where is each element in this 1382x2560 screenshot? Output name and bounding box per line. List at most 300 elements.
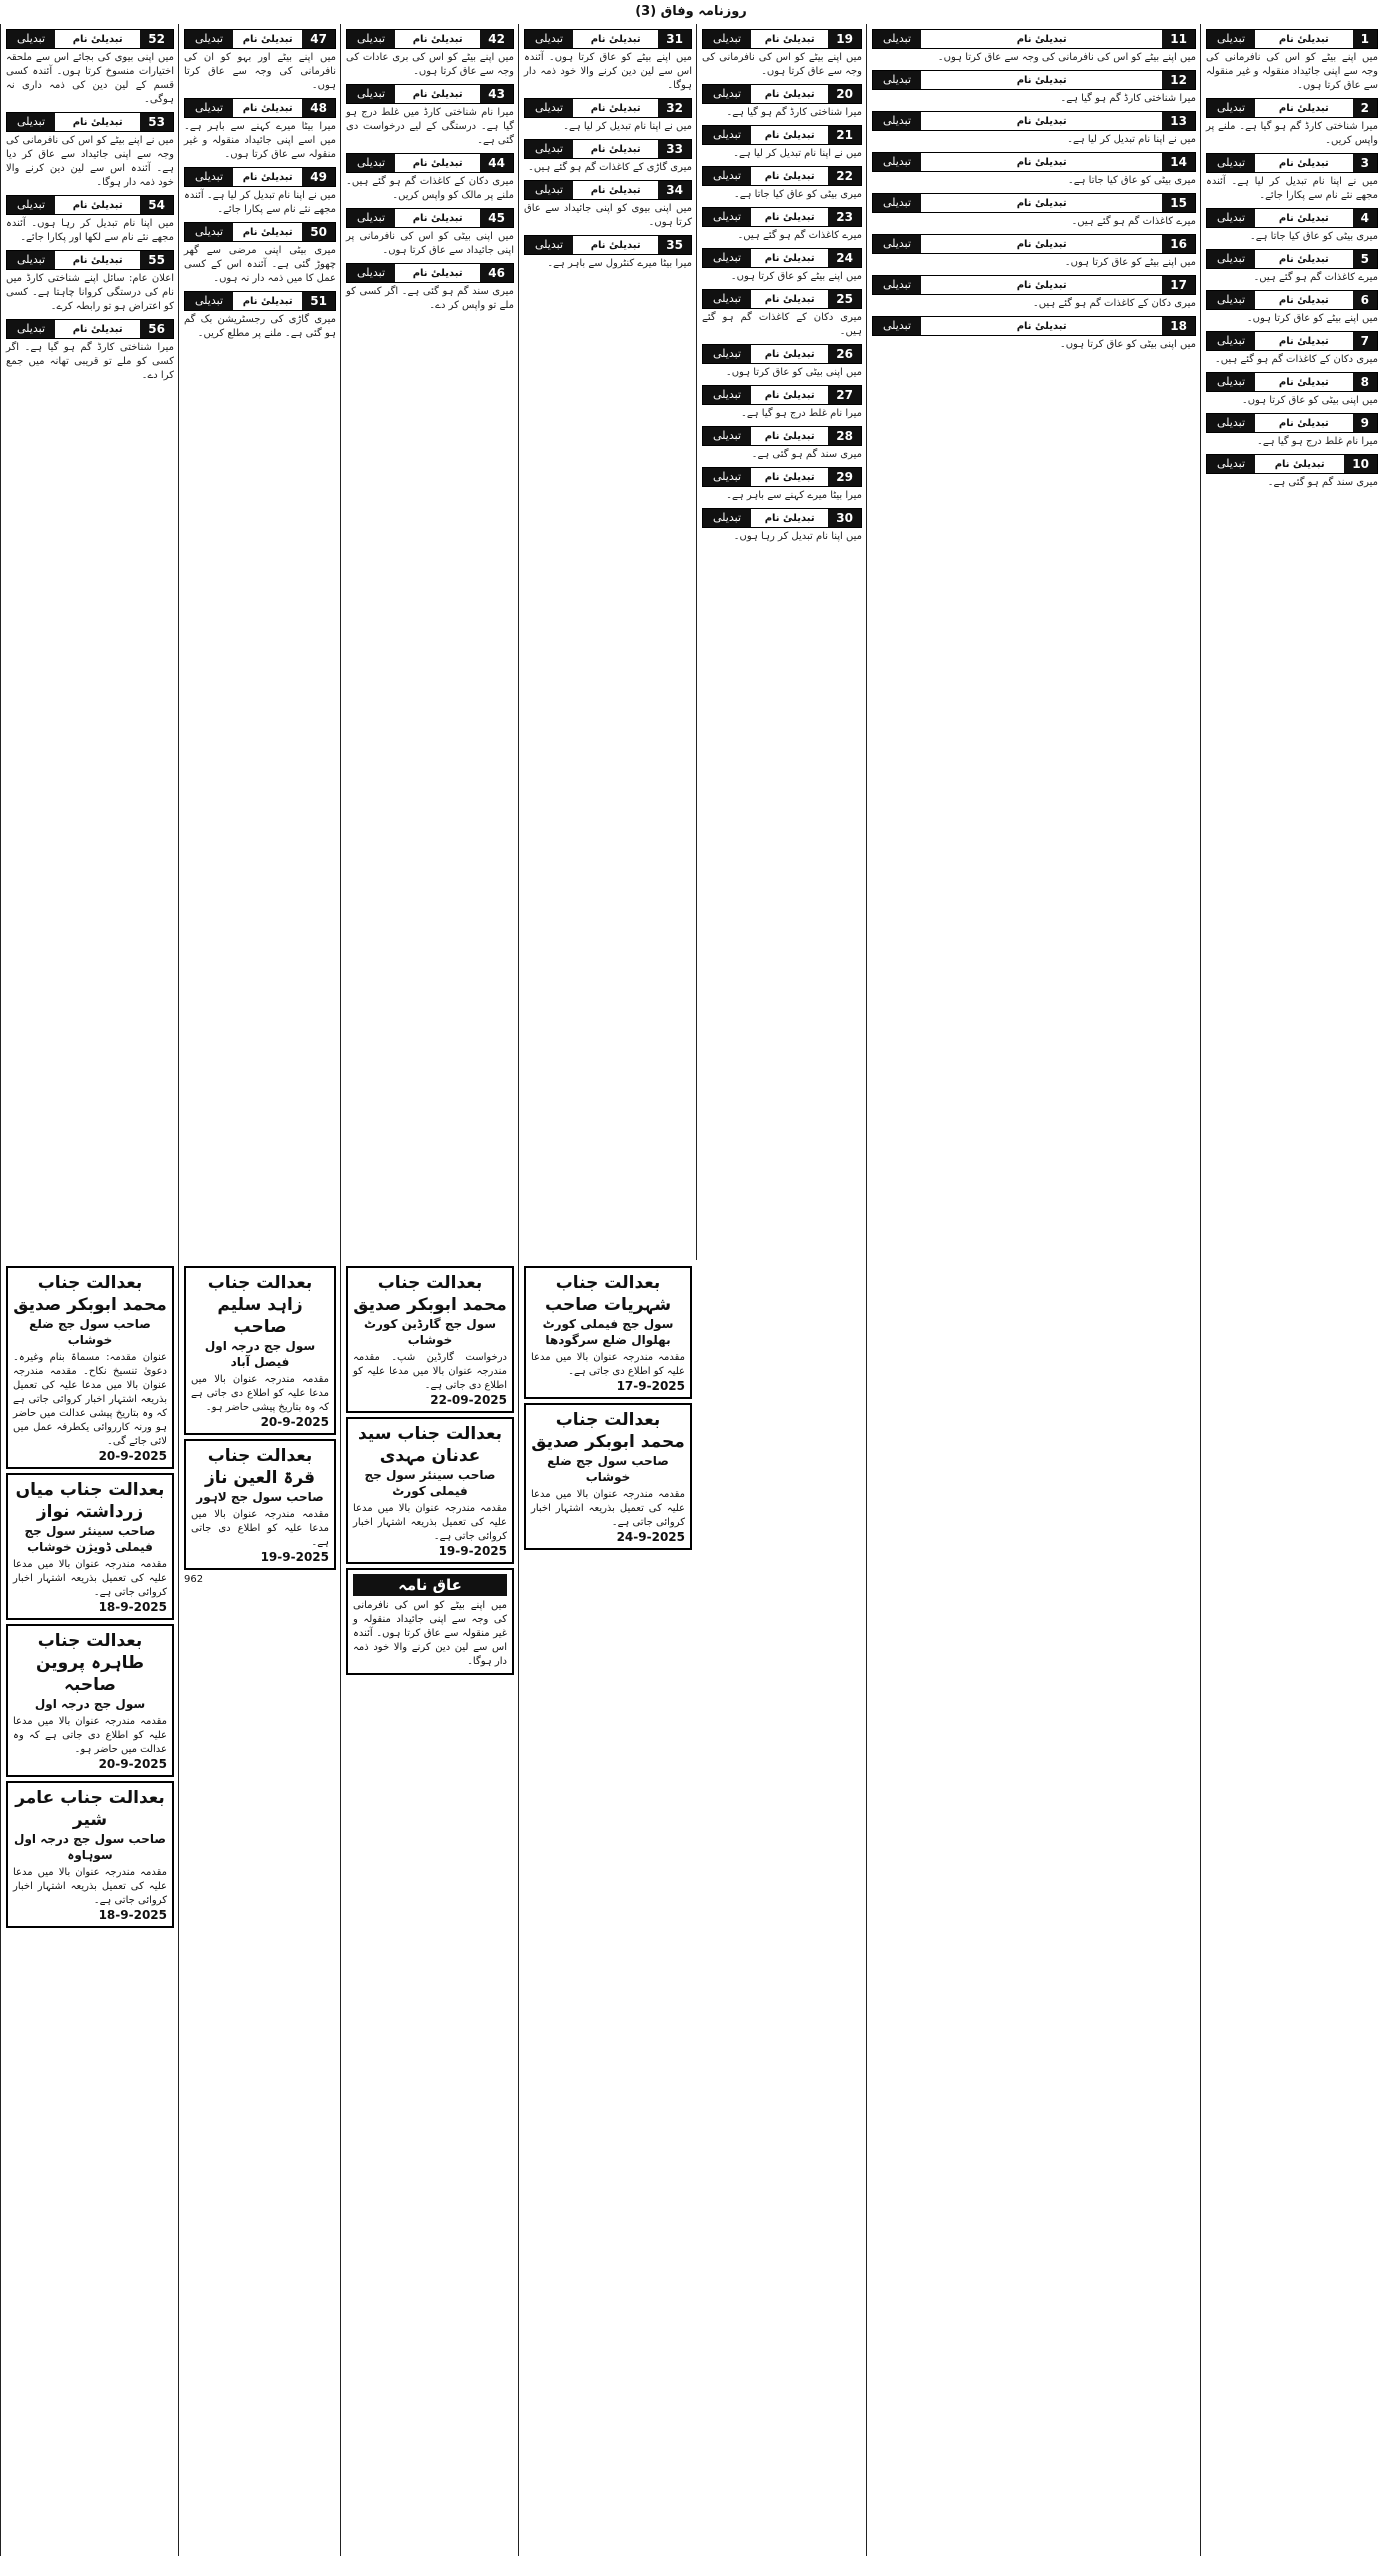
classified-text: میری گاڑی کے کاغذات گم ہو گئے ہیں۔ (528, 162, 692, 173)
classified-number: 32 (658, 99, 691, 117)
classified-text: میں نے اپنا نام تبدیل کر لیا ہے۔ آئندہ مجھے نئے نام سے پکارا جائے۔ (184, 190, 336, 215)
classified-item (702, 248, 862, 284)
classified-header (1206, 249, 1378, 269)
classified-header (1206, 153, 1378, 173)
classified-header (184, 98, 336, 118)
classified-header (1206, 454, 1378, 474)
classified-item (872, 234, 1196, 270)
classified-heading: تبدیلیٔ نام (590, 143, 641, 155)
court-body: عنوان مقدمہ: مسماۃ بنام وغیرہ۔ دعویٰ تنسیخ نکاح۔ مقدمہ مندرجہ عنوان بالا میں مدعا علیہ کی تعمیل بذریعہ اشتہار اخبار کروائی جاتی ہے کہ وہ بتاریخ پیشی عدالت میں حاضر ہو ورنہ کارروائی یکطرفہ عمل میں لائی جائے گی۔ (13, 1352, 167, 1447)
classified-item (346, 208, 514, 258)
court-notice (184, 1266, 336, 1435)
classified-tag: تبدیلی (703, 468, 751, 486)
classified-heading: تبدیلیٔ نام (764, 170, 815, 182)
classified-tag: تبدیلی (873, 194, 921, 212)
court-notice (6, 1624, 174, 1777)
court-notices-col-2 (178, 1260, 341, 2556)
classified-heading: تبدیلیٔ نام (1278, 376, 1329, 388)
classified-tag: تبدیلی (703, 249, 751, 267)
classified-header (702, 207, 862, 227)
classified-item (346, 263, 514, 313)
classified-tag: تبدیلی (7, 30, 55, 48)
classified-number: 55 (140, 251, 173, 269)
classified-heading: تبدیلیٔ نام (1278, 294, 1329, 306)
classified-header (346, 208, 514, 228)
classified-tag: تبدیلی (525, 30, 573, 48)
page-title: روزنامہ وفاق (3) (635, 4, 747, 19)
classified-header (1206, 331, 1378, 351)
court-notice (524, 1403, 692, 1550)
court-notice (6, 1266, 174, 1469)
classified-text: میری بیٹی کو عاق کیا جاتا ہے۔ (1249, 231, 1378, 242)
classified-text: میں نے اپنا نام تبدیل کر لیا ہے۔ (563, 121, 692, 132)
classified-tag: تبدیلی (1207, 373, 1255, 391)
classified-item (6, 29, 174, 107)
classified-header (1206, 372, 1378, 392)
classified-item (872, 193, 1196, 229)
classified-header (524, 29, 692, 49)
court-notice (6, 1781, 174, 1928)
classified-number: 12 (1162, 71, 1195, 89)
classified-text: میرے کاغذات گم ہو گئے ہیں۔ (1071, 216, 1196, 227)
classified-heading: تبدیلیٔ نام (242, 226, 293, 238)
classified-text: میں اپنے بیٹے کو عاق کرتا ہوں۔ (1246, 313, 1378, 324)
classified-heading: تبدیلیٔ نام (412, 157, 463, 169)
classified-text: میرا شناختی کارڈ گم ہو گیا ہے۔ ملنے پر واپس کریں۔ (1206, 121, 1378, 146)
classified-heading: تبدیلیٔ نام (72, 199, 123, 211)
court-title: بعدالت جناب شہریات صاحب (544, 1273, 672, 1315)
classified-number: 6 (1353, 291, 1377, 309)
classified-heading: تبدیلیٔ نام (764, 88, 815, 100)
classified-tag: تبدیلی (347, 30, 395, 48)
classified-text: میرا بیٹا میرے کہنے سے باہر ہے۔ (726, 490, 862, 501)
classified-heading: تبدیلیٔ نام (242, 102, 293, 114)
classified-header (872, 152, 1196, 172)
classified-number: 16 (1162, 235, 1195, 253)
classified-number: 53 (140, 113, 173, 131)
classified-number: 4 (1353, 209, 1377, 227)
classified-number: 27 (828, 386, 861, 404)
classified-header (702, 166, 862, 186)
classified-tag: تبدیلی (525, 181, 573, 199)
classified-header (524, 139, 692, 159)
classified-header (184, 167, 336, 187)
classified-number: 44 (480, 154, 513, 172)
court-body: مقدمہ مندرجہ عنوان بالا میں مدعا علیہ کو اطلاع دی جاتی ہے۔ (191, 1509, 329, 1548)
court-subtitle: صاحب سول جج لاہور (196, 1490, 324, 1504)
classified-text: میں اپنے بیٹے کو عاق کرتا ہوں۔ (730, 271, 862, 282)
classified-header (702, 344, 862, 364)
classified-number: 20 (828, 85, 861, 103)
classified-heading: تبدیلیٔ نام (764, 293, 815, 305)
classified-item (702, 289, 862, 339)
court-notice (184, 1439, 336, 1570)
classified-header (524, 98, 692, 118)
classified-number: 8 (1353, 373, 1377, 391)
court-date: 17-9-2025 (616, 1379, 685, 1393)
classified-item (6, 250, 174, 314)
classified-text: میرا شناختی کارڈ گم ہو گیا ہے۔ (1060, 93, 1196, 104)
court-date: 20-9-2025 (98, 1757, 167, 1771)
classified-heading: تبدیلیٔ نام (412, 33, 463, 45)
classified-heading: تبدیلیٔ نام (1278, 33, 1329, 45)
court-date: 19-9-2025 (260, 1550, 329, 1564)
classified-tag: تبدیلی (1207, 30, 1255, 48)
classified-heading: تبدیلیٔ نام (764, 33, 815, 45)
classified-item (346, 153, 514, 203)
classified-tag: تبدیلی (525, 140, 573, 158)
classified-item (702, 29, 862, 79)
classified-number: 7 (1353, 332, 1377, 350)
classified-number: 35 (658, 236, 691, 254)
classified-text: میری سند گم ہو گئی ہے۔ (751, 449, 862, 460)
classified-tag: تبدیلی (7, 113, 55, 131)
classified-text: اعلان عام: سائل اپنے شناختی کارڈ میں نام کی درستگی کروانا چاہتا ہے۔ کسی کو اعتراض ہو تو رابطہ کرے۔ (6, 273, 174, 312)
classified-heading: تبدیلیٔ نام (1278, 253, 1329, 265)
classified-tag: تبدیلی (703, 345, 751, 363)
court-notices-col-4 (518, 1260, 697, 2556)
classified-text: میرا نام شناختی کارڈ میں غلط درج ہو گیا ہے۔ درستگی کے لیے درخواست دی گئی ہے۔ (346, 107, 514, 146)
classified-number: 24 (828, 249, 861, 267)
classified-text: میرا شناختی کارڈ گم ہو گیا ہے۔ (726, 107, 862, 118)
classified-header (702, 125, 862, 145)
classified-tag: تبدیلی (703, 427, 751, 445)
classified-tag: تبدیلی (347, 209, 395, 227)
court-title: بعدالت جناب محمد ابوبکر صدیق (531, 1410, 685, 1452)
classified-item (1206, 208, 1378, 244)
court-subtitle: سول جج درجہ اول فیصل آباد (204, 1339, 316, 1369)
classified-header (346, 263, 514, 283)
column-6 (866, 24, 1201, 2556)
classified-item (184, 222, 336, 286)
classified-number: 13 (1162, 112, 1195, 130)
classified-header (6, 319, 174, 339)
column-7 (1200, 24, 1382, 2556)
classified-text: میری دکان کے کاغذات گم ہو گئے ہیں۔ (1032, 298, 1196, 309)
classified-header (702, 467, 862, 487)
classified-text: میری سند گم ہو گئی ہے۔ اگر کسی کو ملے تو واپس کر دے۔ (346, 286, 514, 311)
classified-tag: تبدیلی (185, 223, 233, 241)
classified-number: 29 (828, 468, 861, 486)
classified-heading: تبدیلیٔ نام (1016, 74, 1067, 86)
classified-tag: تبدیلی (7, 196, 55, 214)
classified-number: 18 (1162, 317, 1195, 335)
classified-header (702, 385, 862, 405)
classified-text: میں اپنے بیٹے کو عاق کرتا ہوں۔ آئندہ اس سے لین دین کرنے والا خود ذمہ دار ہوگا۔ (524, 52, 692, 91)
classified-header (346, 29, 514, 49)
classified-tag: تبدیلی (1207, 332, 1255, 350)
classified-item (1206, 153, 1378, 203)
classified-heading: تبدیلیٔ نام (1274, 458, 1325, 470)
classified-item (702, 426, 862, 462)
classified-header (872, 70, 1196, 90)
classified-tag: تبدیلی (703, 126, 751, 144)
classified-number: 9 (1353, 414, 1377, 432)
classified-text: میں اپنی بیوی کو اپنی جائیداد سے عاق کرتا ہوں۔ (524, 203, 692, 228)
court-body: مقدمہ مندرجہ عنوان بالا میں مدعا علیہ کو اطلاع دی جاتی ہے کہ وہ بتاریخ پیشی حاضر ہو۔ (191, 1374, 329, 1413)
classified-tag: تبدیلی (1207, 154, 1255, 172)
classified-item (6, 195, 174, 245)
classified-number: 10 (1344, 455, 1377, 473)
classified-text: میں اپنی بیٹی کو عاق کرتا ہوں۔ (1059, 339, 1196, 350)
classified-text: میں اپنے بیٹے کو اس کی بری عادات کی وجہ سے عاق کرتا ہوں۔ (346, 52, 514, 77)
court-notice (346, 1266, 514, 1413)
classified-tag: تبدیلی (185, 30, 233, 48)
classified-heading: تبدیلیٔ نام (1016, 238, 1067, 250)
classified-heading: تبدیلیٔ نام (764, 348, 815, 360)
classified-header (702, 248, 862, 268)
court-date: 22-09-2025 (430, 1393, 507, 1407)
classified-tag: تبدیلی (703, 509, 751, 527)
column-5 (696, 24, 867, 2556)
classified-header (184, 291, 336, 311)
classified-text: میرا شناختی کارڈ گم ہو گیا ہے۔ اگر کسی کو ملے تو قریبی تھانہ میں جمع کرا دے۔ (6, 342, 174, 381)
classified-number: 25 (828, 290, 861, 308)
classified-text: میری بیٹی کو عاق کیا جاتا ہے۔ (1067, 175, 1196, 186)
court-date: 20-9-2025 (260, 1415, 329, 1429)
classified-header (1206, 290, 1378, 310)
classified-text: میرا بیٹا میرے کہنے سے باہر ہے۔ میں اسے اپنی جائیداد منقولہ و غیر منقولہ سے عاق کرتا ہوں۔ (184, 121, 336, 160)
classified-heading: تبدیلیٔ نام (242, 171, 293, 183)
classified-heading: تبدیلیٔ نام (1016, 33, 1067, 45)
classified-item (1206, 249, 1378, 285)
classified-header (1206, 208, 1378, 228)
classified-tag: تبدیلی (1207, 99, 1255, 117)
classified-tag: تبدیلی (873, 30, 921, 48)
classified-header (6, 195, 174, 215)
classified-tag: تبدیلی (873, 317, 921, 335)
classified-number: 31 (658, 30, 691, 48)
court-notice (524, 1266, 692, 1399)
classified-tag: تبدیلی (703, 167, 751, 185)
classified-text: میں اپنی بیٹی کو اس کی نافرمانی پر اپنی جائیداد سے عاق کرتا ہوں۔ (346, 231, 514, 256)
classified-number: 33 (658, 140, 691, 158)
classified-text: میں نے اپنا نام تبدیل کر لیا ہے۔ (1067, 134, 1196, 145)
classified-tag: تبدیلی (703, 386, 751, 404)
court-subtitle: سول جج درجہ اول (34, 1697, 146, 1711)
classified-item (702, 344, 862, 380)
classified-text: میں اپنے بیٹے کو اس کی نافرمانی کی وجہ سے عاق کرتا ہوں۔ (702, 52, 862, 77)
court-title: بعدالت جناب عامر شیر (15, 1788, 165, 1830)
classified-text: میری دکان کے کاغذات گم ہو گئے ہیں۔ ملنے پر مالک کو واپس کریں۔ (346, 176, 514, 201)
classified-tag: تبدیلی (7, 320, 55, 338)
classified-heading: تبدیلیٔ نام (1016, 279, 1067, 291)
classified-heading: تبدیلیٔ نام (242, 33, 293, 45)
court-date: 18-9-2025 (98, 1600, 167, 1614)
classified-item (184, 29, 336, 93)
classified-text: میں اپنا نام تبدیل کر رہا ہوں۔ (733, 531, 862, 542)
classified-number: 30 (828, 509, 861, 527)
classified-heading: تبدیلیٔ نام (72, 323, 123, 335)
classified-item (702, 467, 862, 503)
classified-text: میرے کاغذات گم ہو گئے ہیں۔ (1253, 272, 1378, 283)
classified-header (702, 426, 862, 446)
classified-header (1206, 413, 1378, 433)
court-subtitle: صاحب سول جج ضلع خوشاب (547, 1454, 669, 1484)
classified-header (702, 508, 862, 528)
classified-number: 1 (1353, 30, 1377, 48)
classified-item (346, 84, 514, 148)
classified-item (872, 29, 1196, 65)
classified-text: میرا نام غلط درج ہو گیا ہے۔ (741, 408, 862, 419)
classified-item (524, 29, 692, 93)
classified-text: میری دکان کے کاغذات گم ہو گئے ہیں۔ (702, 312, 862, 337)
classified-header (872, 234, 1196, 254)
classified-header (1206, 29, 1378, 49)
classified-text: میں نے اپنے بیٹے کو اس کی نافرمانی کی وجہ سے اپنی جائیداد سے عاق کر دیا ہے۔ آئندہ اس سے لین دین کرنے والا خود ذمہ دار ہوگا۔ (6, 135, 174, 188)
classified-number: 43 (480, 85, 513, 103)
classified-number: 11 (1162, 30, 1195, 48)
court-subtitle: صاحب سول جج ضلع خوشاب (29, 1317, 151, 1347)
classified-tag: تبدیلی (1207, 455, 1255, 473)
classified-tag: تبدیلی (525, 99, 573, 117)
classified-heading: تبدیلیٔ نام (1016, 320, 1067, 332)
classified-number: 14 (1162, 153, 1195, 171)
court-body: مقدمہ مندرجہ عنوان بالا میں مدعا علیہ کی تعمیل بذریعہ اشتہار اخبار کروائی جاتی ہے۔ (531, 1489, 685, 1528)
classified-text: میں اپنی بیوی کی بجائے اس سے ملحقہ اختیارات منسوخ کرتا ہوں۔ آئندہ کسی قسم کے لین دین کی ذمہ داری نہ ہوگی۔ (6, 52, 174, 105)
court-notices-col-3 (340, 1260, 519, 2556)
court-title: بعدالت جناب طاہرہ پروین صاحبہ (35, 1631, 145, 1695)
court-subtitle: صاحب سینئر سول جج فیملی ڈویژن خوشاب (24, 1524, 156, 1554)
classified-text: میری سند گم ہو گئی ہے۔ (1267, 477, 1378, 488)
classified-header (6, 29, 174, 49)
classified-tag: تبدیلی (525, 236, 573, 254)
classified-text: میں اپنے بیٹے کو عاق کرتا ہوں۔ (1064, 257, 1196, 268)
classified-text: میں اپنے بیٹے کو اس کی نافرمانی کی وجہ سے اپنی جائیداد منقولہ و غیر منقولہ سے عاق کرتا ہوں۔ (1206, 52, 1378, 91)
classified-text: میری دکان کے کاغذات گم ہو گئے ہیں۔ (1214, 354, 1378, 365)
classified-number: 17 (1162, 276, 1195, 294)
classified-number: 23 (828, 208, 861, 226)
court-body: مقدمہ مندرجہ عنوان بالا میں مدعا علیہ کی تعمیل بذریعہ اشتہار اخبار کروائی جاتی ہے۔ (353, 1503, 507, 1542)
court-title: بعدالت جناب محمد ابوبکر صدیق (13, 1273, 167, 1315)
classified-number: 3 (1353, 154, 1377, 172)
classified-header (6, 112, 174, 132)
classified-heading: تبدیلیٔ نام (1016, 197, 1067, 209)
classified-item (702, 125, 862, 161)
court-notice (346, 1417, 514, 1564)
classified-heading: تبدیلیٔ نام (412, 88, 463, 100)
classified-heading: تبدیلیٔ نام (1278, 157, 1329, 169)
court-title: بعدالت جناب زاہد سلیم صاحب (207, 1273, 313, 1337)
classified-item (1206, 413, 1378, 449)
classified-item (1206, 372, 1378, 408)
classified-text: میں اپنا نام تبدیل کر رہا ہوں۔ آئندہ مجھے نئے نام سے لکھا اور پکارا جائے۔ (6, 218, 174, 243)
classified-heading: تبدیلیٔ نام (764, 430, 815, 442)
classified-number: 28 (828, 427, 861, 445)
classified-heading: تبدیلیٔ نام (1278, 212, 1329, 224)
classified-item (872, 275, 1196, 311)
classified-heading: تبدیلیٔ نام (1016, 156, 1067, 168)
classified-text: میرا نام غلط درج ہو گیا ہے۔ (1257, 436, 1378, 447)
footer-code: 962 (184, 1574, 204, 1585)
aaq-notice-body: میں اپنے بیٹے کو اس کی نافرمانی کی وجہ سے اپنی جائیداد منقولہ و غیر منقولہ سے عاق کرتا ہوں۔ آئندہ اس سے لین دین کرنے والا خود ذمہ دار ہوگا۔ (353, 1600, 507, 1667)
court-date: 20-9-2025 (98, 1449, 167, 1463)
court-subtitle: صاحب سینئر سول جج فیملی کورٹ (364, 1468, 496, 1498)
classified-number: 54 (140, 196, 173, 214)
classified-number: 50 (302, 223, 335, 241)
classified-number: 42 (480, 30, 513, 48)
classified-header (872, 193, 1196, 213)
classified-tag: تبدیلی (1207, 209, 1255, 227)
court-subtitle: سول جج گارڈین کورٹ خوشاب (363, 1317, 497, 1347)
classified-tag: تبدیلی (1207, 250, 1255, 268)
classified-number: 47 (302, 30, 335, 48)
classified-item (872, 70, 1196, 106)
classified-item (346, 29, 514, 79)
classified-header (702, 84, 862, 104)
classified-text: میں اپنے بیٹے کو اس کی نافرمانی کی وجہ سے عاق کرتا ہوں۔ (937, 52, 1196, 63)
classified-heading: تبدیلیٔ نام (590, 33, 641, 45)
court-date: 19-9-2025 (438, 1544, 507, 1558)
classified-number: 52 (140, 30, 173, 48)
classified-heading: تبدیلیٔ نام (412, 267, 463, 279)
classified-text: میری بیٹی اپنی مرضی سے گھر چھوڑ گئی ہے۔ آئندہ اس کے کسی عمل کا میں ذمہ دار نہ ہوں۔ (184, 245, 336, 284)
classified-item (702, 207, 862, 243)
classified-tag: تبدیلی (873, 153, 921, 171)
aaq-notice-title: عاق نامہ (353, 1574, 507, 1596)
classified-heading: تبدیلیٔ نام (764, 252, 815, 264)
classified-item (702, 508, 862, 544)
classified-item (872, 316, 1196, 352)
classified-number: 45 (480, 209, 513, 227)
classified-text: میں اپنی بیٹی کو عاق کرتا ہوں۔ (1241, 395, 1378, 406)
classified-number: 22 (828, 167, 861, 185)
classified-item (872, 152, 1196, 188)
court-body: درخواست گارڈین شپ۔ مقدمہ مندرجہ عنوان بالا میں مدعا علیہ کو اطلاع دی جاتی ہے۔ (353, 1352, 507, 1391)
classified-item (524, 139, 692, 175)
classified-tag: تبدیلی (347, 154, 395, 172)
classified-number: 19 (828, 30, 861, 48)
classified-item (702, 84, 862, 120)
classified-tag: تبدیلی (7, 251, 55, 269)
classified-heading: تبدیلیٔ نام (1278, 417, 1329, 429)
classified-header (702, 289, 862, 309)
classified-header (524, 180, 692, 200)
court-notices-col-1 (0, 1260, 179, 2556)
court-body: مقدمہ مندرجہ عنوان بالا میں مدعا علیہ کی تعمیل بذریعہ اشتہار اخبار کروائی جاتی ہے۔ (13, 1867, 167, 1906)
classified-heading: تبدیلیٔ نام (764, 211, 815, 223)
classified-header (346, 84, 514, 104)
classified-tag: تبدیلی (873, 276, 921, 294)
court-title: بعدالت جناب سید عدنان مہدی (358, 1424, 502, 1466)
classified-text: میرے کاغذات گم ہو گئے ہیں۔ (737, 230, 862, 241)
classified-tag: تبدیلی (185, 99, 233, 117)
classified-item (702, 385, 862, 421)
classified-heading: تبدیلیٔ نام (1278, 102, 1329, 114)
classified-text: میری گاڑی کی رجسٹریشن بک گم ہو گئی ہے۔ ملنے پر مطلع کریں۔ (184, 314, 336, 339)
classified-heading: تبدیلیٔ نام (1278, 335, 1329, 347)
classified-number: 15 (1162, 194, 1195, 212)
classified-text: میں نے اپنا نام تبدیل کر لیا ہے۔ (733, 148, 862, 159)
classified-header (872, 111, 1196, 131)
classified-tag: تبدیلی (347, 85, 395, 103)
classified-tag: تبدیلی (873, 112, 921, 130)
classified-heading: تبدیلیٔ نام (590, 184, 641, 196)
classified-text: میرا بیٹا میرے کنٹرول سے باہر ہے۔ (547, 258, 692, 269)
court-subtitle: سول جج فیملی کورٹ بھلوال ضلع سرگودھا (542, 1317, 674, 1347)
classified-tag: تبدیلی (347, 264, 395, 282)
classified-tag: تبدیلی (703, 85, 751, 103)
classified-number: 48 (302, 99, 335, 117)
classified-heading: تبدیلیٔ نام (72, 254, 123, 266)
classified-header (184, 29, 336, 49)
classified-tag: تبدیلی (703, 208, 751, 226)
classified-header (1206, 98, 1378, 118)
classified-number: 46 (480, 264, 513, 282)
classified-tag: تبدیلی (703, 30, 751, 48)
classified-heading: تبدیلیٔ نام (242, 295, 293, 307)
classified-item (524, 98, 692, 134)
